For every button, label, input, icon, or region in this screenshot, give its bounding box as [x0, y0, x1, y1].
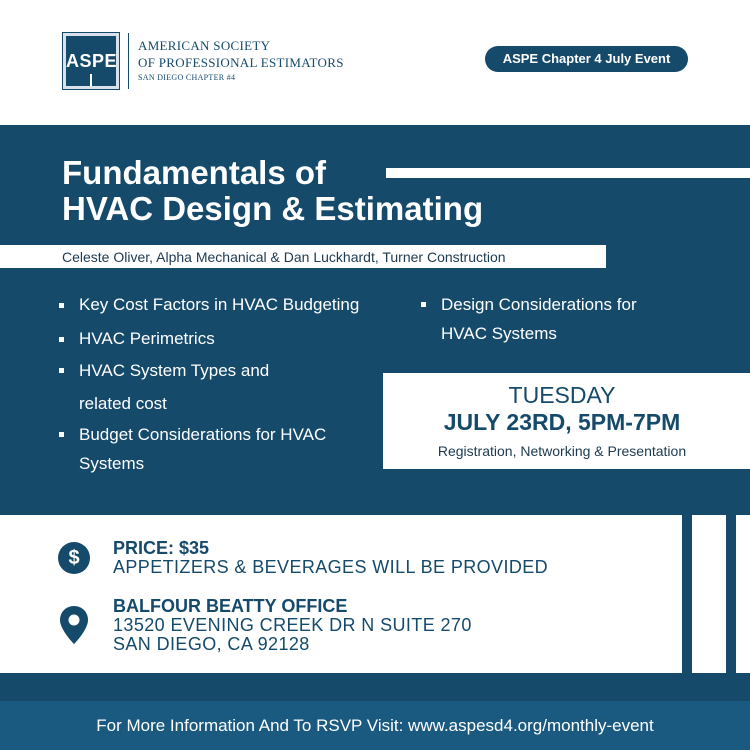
topic-text: Key Cost Factors in HVAC Budgeting	[79, 295, 360, 314]
org-chapter: SAN DIEGO CHAPTER #4	[138, 73, 236, 82]
org-name-line2: OF PROFESSIONAL ESTIMATORS	[138, 55, 344, 70]
bullet-icon	[59, 432, 64, 437]
topic-item	[79, 354, 269, 420]
decor-stripe	[726, 515, 736, 673]
topic-text-cont: HVAC Systems	[441, 324, 557, 343]
topic-text: Design Considerations for	[441, 295, 637, 314]
speakers: Celeste Oliver, Alpha Mechanical & Dan Luckhardt, Turner Construction	[62, 249, 506, 265]
location-address: 13520 EVENING CREEK DR N SUITE 270	[113, 615, 472, 635]
decor-stripe	[682, 515, 692, 673]
topic-text: HVAC System Types and	[79, 361, 270, 380]
topic-text-cont: related cost	[79, 394, 167, 413]
footer-divider	[0, 673, 750, 701]
org-name-line1: AMERICAN SOCIETY	[138, 38, 271, 53]
rsvp-text: For More Information And To RSVP Visit: www.aspesd4.org/monthly-event	[96, 716, 654, 735]
event-day: TUESDAY	[508, 382, 616, 408]
bullet-icon	[59, 337, 64, 342]
topic-item	[79, 329, 215, 349]
title-line1: Fundamentals of	[62, 154, 327, 191]
bullet-icon	[421, 302, 426, 307]
bullet-icon	[59, 368, 64, 373]
title-line2: HVAC Design & Estimating	[62, 190, 484, 227]
topic-item	[79, 420, 326, 478]
event-date-time: JULY 23RD, 5PM-7PM	[443, 409, 681, 435]
topic-item	[441, 290, 637, 348]
topic-text-cont: Systems	[79, 454, 145, 473]
location-name: BALFOUR BEATTY OFFICE	[113, 596, 348, 616]
event-badge: ASPE Chapter 4 July Event	[485, 46, 688, 72]
bullet-icon	[59, 303, 64, 308]
event-agenda: Registration, Networking & Presentation	[437, 443, 687, 459]
location-city: SAN DIEGO, CA 92128	[113, 634, 310, 654]
topic-item	[79, 295, 359, 315]
aspe-logo	[63, 33, 119, 89]
logo-divider	[128, 33, 129, 89]
dollar-icon: $	[58, 542, 90, 574]
map-pin-icon	[60, 606, 88, 644]
topic-text: HVAC Perimetrics	[79, 329, 215, 348]
price-label: PRICE: $35	[113, 538, 210, 558]
price-note: APPETIZERS & BEVERAGES WILL BE PROVIDED	[113, 557, 549, 577]
title-accent-bar	[386, 168, 750, 178]
logo-text: ASPE	[66, 51, 118, 71]
event-title	[62, 155, 483, 227]
logo-mark	[90, 74, 92, 86]
topic-text: Budget Considerations for HVAC	[79, 425, 327, 444]
